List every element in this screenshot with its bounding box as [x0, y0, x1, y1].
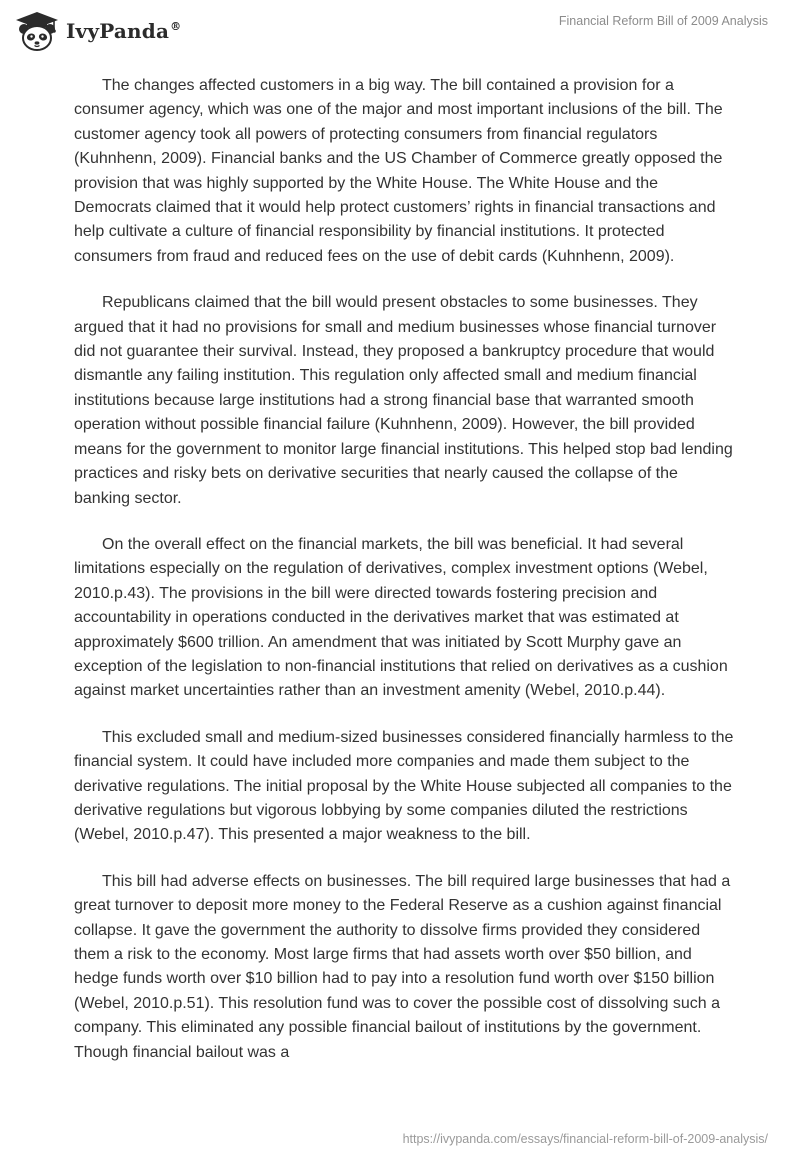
paragraph: Republicans claimed that the bill would present obstacles to some businesses. They argued that it had no provisions for small and medium businesses whose financial turnover did not guarantee their survival. Instead, they proposed a bankruptcy procedure that would dismantle any failing institution. This regulation only affected small and medium financial institutions because large institutions had a strong financial base that warranted smooth operation without possible financial failure (Kuhnhenn, 2009). However, the bill provided means for the government to monitor large financial institutions. This helped stop bad lending practices and risky bets on derivative securities that nearly caused the collapse of the banking sector. [74, 294, 733, 507]
registered-mark: ® [170, 20, 182, 34]
brand-name [66, 19, 181, 43]
page-header [0, 0, 800, 60]
paragraph: This bill had adverse effects on businesses. The bill required large businesses that had a great turnover to deposit more money to the Federal Reserve as a cushion against financial collapse. It gave the government the authority to dissolve firms provided they considered them a risk to the economy. Most large firms that had assets worth over $50 billion, and hedge funds worth over $10 billion had to pay into a resolution fund worth over $150 billion (Webel, 2010.p.51). This resolution fund was to cover the possible cost of dissolving such a company. This eliminated any possible financial bailout of institutions by the government. Though financial bailout was a [74, 872, 731, 1061]
document-title: Financial Reform Bill of 2009 Analysis [558, 14, 768, 28]
paragraph: This excluded small and medium-sized businesses considered financially harmless to the financial system. It could have included more companies and made them subject to the derivative regulations. The initial proposal by the White House subjected all companies to the derivative regulations but vigorous lobbying by some companies diluted the restrictions (Webel, 2010.p.47). This presented a major weakness to the bill. [74, 728, 734, 844]
brand-logo[interactable] [14, 10, 181, 52]
panda-graduate-icon [14, 10, 60, 52]
essay-body [74, 74, 734, 1087]
brand-name-text: IvyPanda [66, 19, 170, 43]
paragraph: On the overall effect on the financial markets, the bill was beneficial. It had several limitations especially on the regulation of derivatives, complex investment options (Webel, 2010.p.43). The provisions in the bill were directed towards fostering precision and accountability in operations conducted in the derivatives market that was estimated at approximately $600 trillion. An amendment that was initiated by Scott Murphy gave an exception of the legislation to non-financial institutions that relied on derivatives as a cushion against market uncertainties rather than an investment amenity (Webel, 2010.p.44). [74, 535, 728, 700]
paragraph: The changes affected customers in a big way. The bill contained a provision for a consumer agency, which was one of the major and most important inclusions of the bill. The customer agency took all powers of protecting consumers from financial regulators (Kuhnhenn, 2009). Financial banks and the US Chamber of Commerce greatly opposed the provision that was highly supported by the White House. The White House and the Democrats claimed that it would help protect customers’ rights in financial transactions and help cultivate a culture of financial responsibility by financial institutions. It protected consumers from fraud and reduced fees on the use of debit cards (Kuhnhenn, 2009). [74, 77, 723, 265]
source-url[interactable]: https://ivypanda.com/essays/financial-reform-bill-of-2009-analysis/ [402, 1132, 768, 1146]
